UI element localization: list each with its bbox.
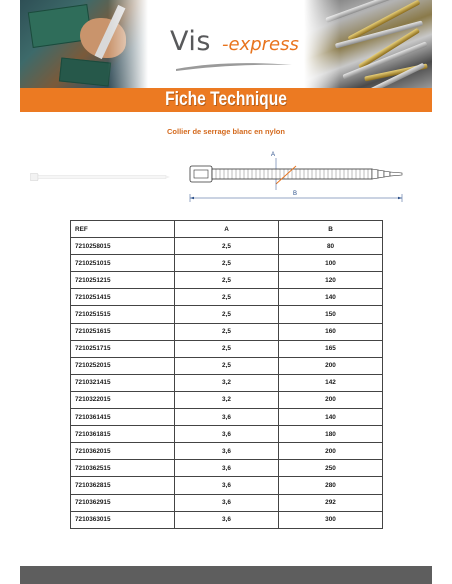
- cell-b: 200: [279, 357, 383, 374]
- screws-photo: [304, 0, 432, 88]
- cell-b: 80: [279, 238, 383, 255]
- cell-a: 2,5: [175, 323, 279, 340]
- product-title: Collier de serrage blanc en nylon: [167, 127, 285, 136]
- column-header-ref: REF: [71, 221, 175, 238]
- cell-ref: 7210251215: [71, 272, 175, 289]
- table-row: [71, 357, 383, 374]
- logo-swoosh-icon: [174, 60, 294, 72]
- cell-b: 140: [279, 289, 383, 306]
- cell-a: 3,6: [175, 443, 279, 460]
- cell-a: 2,5: [175, 255, 279, 272]
- cell-ref: 7210322015: [71, 391, 175, 408]
- cell-b: 292: [279, 494, 383, 511]
- cell-a: 2,5: [175, 238, 279, 255]
- cell-ref: 7210361815: [71, 426, 175, 443]
- cell-ref: 7210251615: [71, 323, 175, 340]
- cell-a: 2,5: [175, 306, 279, 323]
- table-body: [71, 238, 383, 529]
- cell-b: 165: [279, 340, 383, 357]
- cell-a: 3,6: [175, 460, 279, 477]
- table-row: [71, 494, 383, 511]
- title-banner: [20, 88, 432, 112]
- column-header-b: B: [279, 221, 383, 238]
- table-row: [71, 255, 383, 272]
- cell-a: 3,6: [175, 426, 279, 443]
- cell-ref: 7210362815: [71, 477, 175, 494]
- cable-tie-photo: [30, 172, 170, 182]
- cell-ref: 7210321415: [71, 374, 175, 391]
- cell-ref: 7210362515: [71, 460, 175, 477]
- table-row: [71, 374, 383, 391]
- cell-b: 200: [279, 443, 383, 460]
- table-row: [71, 409, 383, 426]
- table-row: [71, 272, 383, 289]
- brand-name-main: Vis: [170, 26, 211, 57]
- cell-b: 250: [279, 460, 383, 477]
- brand-name-suffix: -express: [222, 34, 299, 55]
- table-row: [71, 460, 383, 477]
- cell-ref: 7210251415: [71, 289, 175, 306]
- page-title: Fiche Technique: [165, 89, 287, 110]
- table-row: [71, 391, 383, 408]
- cell-ref: 7210362915: [71, 494, 175, 511]
- table-row: [71, 340, 383, 357]
- cell-a: 3,6: [175, 409, 279, 426]
- spec-table: [70, 220, 383, 529]
- cell-a: 3,6: [175, 494, 279, 511]
- cell-b: 150: [279, 306, 383, 323]
- cell-b: 200: [279, 391, 383, 408]
- cell-a: 2,5: [175, 357, 279, 374]
- table-row: [71, 306, 383, 323]
- table-row: [71, 511, 383, 528]
- cell-b: 120: [279, 272, 383, 289]
- cell-b: 100: [279, 255, 383, 272]
- cell-a: 3,6: [175, 477, 279, 494]
- column-header-a: A: [175, 221, 279, 238]
- table-row: [71, 289, 383, 306]
- table-row: [71, 323, 383, 340]
- brand-logo: [170, 22, 300, 72]
- table-row: [71, 426, 383, 443]
- cell-ref: 7210251515: [71, 306, 175, 323]
- header: [20, 0, 432, 88]
- cable-tie-dimension-diagram: [180, 146, 412, 210]
- cell-ref: 7210251715: [71, 340, 175, 357]
- cell-b: 180: [279, 426, 383, 443]
- cell-a: 3,2: [175, 391, 279, 408]
- cell-ref: 7210361415: [71, 409, 175, 426]
- footer-bar: [20, 566, 432, 584]
- cell-ref: 7210258015: [71, 238, 175, 255]
- cell-ref: 7210363015: [71, 511, 175, 528]
- cell-b: 142: [279, 374, 383, 391]
- table-row: [71, 477, 383, 494]
- cell-a: 2,5: [175, 340, 279, 357]
- cell-b: 160: [279, 323, 383, 340]
- cell-a: 3,2: [175, 374, 279, 391]
- cell-a: 2,5: [175, 289, 279, 306]
- dimension-label-a: A: [271, 152, 276, 158]
- table-row: [71, 443, 383, 460]
- dimension-label-b: B: [293, 191, 298, 197]
- cell-ref: 7210362015: [71, 443, 175, 460]
- cell-a: 2,5: [175, 272, 279, 289]
- cell-b: 300: [279, 511, 383, 528]
- table-header-row: [71, 221, 383, 238]
- table-row: [71, 238, 383, 255]
- cell-ref: 7210251015: [71, 255, 175, 272]
- cell-ref: 7210252015: [71, 357, 175, 374]
- cell-b: 140: [279, 409, 383, 426]
- electronics-repair-photo: [20, 0, 148, 88]
- cell-a: 3,6: [175, 511, 279, 528]
- cell-b: 280: [279, 477, 383, 494]
